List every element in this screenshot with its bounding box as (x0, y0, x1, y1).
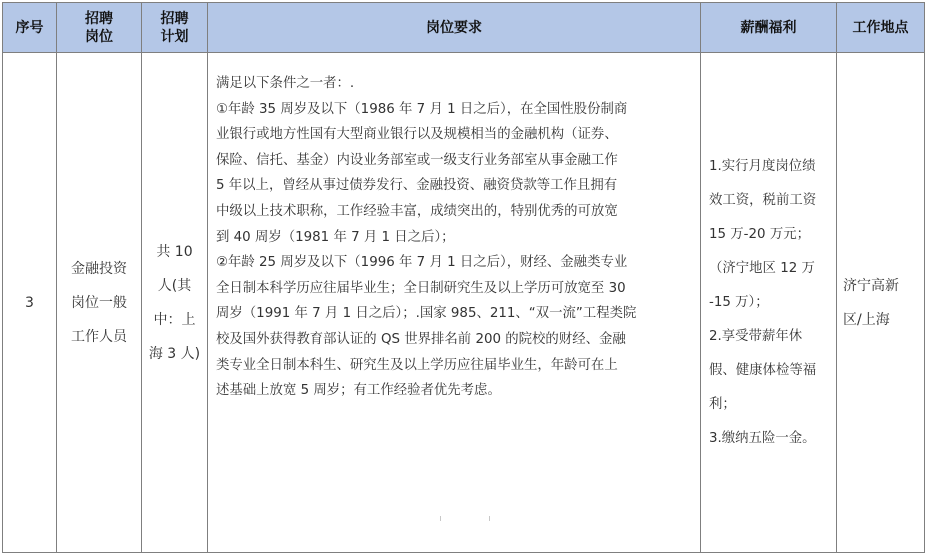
requirement-line: 保险、信托、基金）内设业务部室或一级支行业务部室从事金融工作 (216, 152, 618, 168)
requirement-line: ②年龄 25 周岁及以下（1996 年 7 月 1 日之后），财经、金融类专业 (216, 255, 628, 271)
requirement-line: 中级以上技术职称，工作经验丰富，成绩突出的，特别优秀的可放宽 (216, 203, 618, 219)
page-fragment-mark (440, 516, 490, 521)
benefit-line: （济宁地区 12 万 (709, 260, 815, 276)
position-line: 工作人员 (71, 328, 127, 345)
header-row (3, 3, 925, 53)
header-location: 工作地点 (837, 3, 925, 53)
benefit-line: 2.享受带薪年休 (709, 328, 803, 344)
plan-line: 人(其 (157, 277, 192, 294)
header-position: 招聘 岗位 (57, 3, 142, 53)
cell-benefits (701, 53, 837, 553)
requirement-line: ①年龄 35 周岁及以下（1986 年 7 月 1 日之后），在全国性股份制商 (216, 101, 628, 117)
recruitment-table (2, 2, 925, 553)
cell-requirements (208, 53, 701, 553)
cell-seq: 3 (3, 53, 57, 553)
header-plan: 招聘 计划 (142, 3, 208, 53)
plan-line: 共 10 (156, 243, 193, 260)
table-row (3, 53, 925, 553)
location-line: 济宁高新 (843, 277, 899, 294)
header-requirements: 岗位要求 (208, 3, 701, 53)
plan-line: 中：上 (153, 311, 196, 328)
benefit-line: -15 万）； (709, 294, 769, 310)
benefit-line: 1.实行月度岗位绩 (709, 158, 816, 174)
benefit-line: 效工资，税前工资 (709, 192, 817, 208)
benefit-line: 假、健康体检等福 (709, 362, 817, 378)
requirement-line: 校及国外获得教育部认证的 QS 世界排名前 200 的院校的财经、金融 (216, 331, 626, 347)
requirement-line: 周岁（1991 年 7 月 1 日之后）；.国家 985、211、“双一流”工程类院 (216, 306, 637, 322)
benefit-line: 3.缴纳五险一金。 (709, 430, 816, 446)
requirement-line: 述基础上放宽 5 周岁；有工作经验者优先考虑。 (216, 383, 501, 399)
location-line: 区/上海 (843, 311, 890, 328)
requirement-line: 满足以下条件之一者：. (216, 76, 355, 91)
cell-plan (142, 53, 208, 553)
requirement-line: 业银行或地方性国有大型商业银行以及规模相当的金融机构（证券、 (216, 127, 618, 143)
benefit-line: 15 万-20 万元； (709, 226, 810, 242)
benefit-line: 利； (709, 396, 736, 412)
plan-line: 海 3 人) (148, 345, 201, 362)
requirement-line: 类专业全日制本科生、研究生及以上学历应往届毕业生，年龄可在上 (216, 357, 618, 373)
position-line: 岗位一般 (71, 294, 127, 311)
requirement-line: 到 40 周岁（1981 年 7 月 1 日之后）； (216, 229, 455, 245)
position-line: 金融投资 (71, 260, 127, 277)
header-benefits: 薪酬福利 (701, 3, 837, 53)
cell-position (57, 53, 142, 553)
cell-location (837, 53, 925, 553)
requirement-line: 5 年以上，曾经从事过债券发行、金融投资、融资贷款等工作且拥有 (216, 178, 618, 194)
header-seq: 序号 (3, 3, 57, 53)
requirement-line: 全日制本科学历应往届毕业生；全日制研究生及以上学历可放宽至 30 (216, 280, 626, 296)
